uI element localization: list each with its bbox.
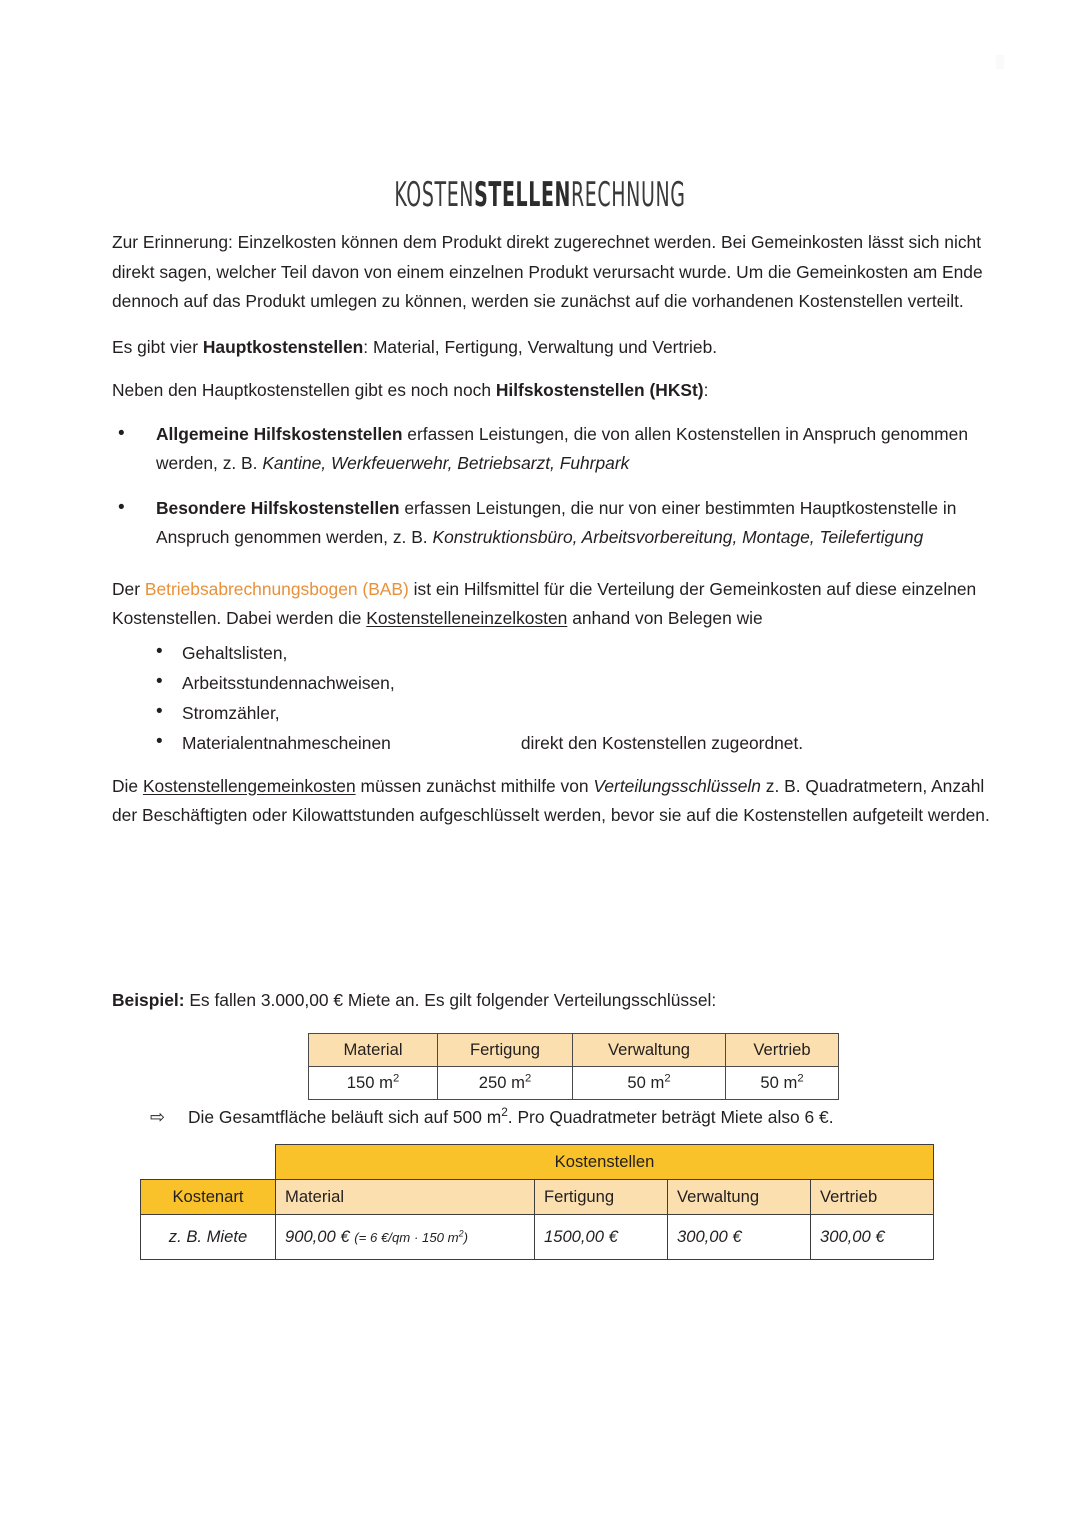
table-key-value-verwaltung [573,1067,726,1100]
belege-bullet-list [112,638,1012,758]
gemein-mid: müssen zunächst mithilfe von [355,775,594,796]
conclusion-text-a: Die Gesamtfläche beläuft sich auf 500 m [188,1107,502,1127]
calc-exponent: 2 [458,1228,464,1239]
list-item [112,698,1012,728]
value-unit: m [650,1073,665,1092]
bab-cell-verwaltung: 300,00 € [668,1215,811,1260]
gemein-post: z. B. Quadratmetern, Anzahl der Beschäftigten oder Kilowattstunden aufgeschlüsselt werden, bevor sie auf die Kostenstellen aufgeteilt werden. [112,775,990,825]
value-unit: m [511,1073,525,1092]
bab-cell-fertigung: 1500,00 € [535,1215,668,1260]
belege-item-materialentnahmescheinen: Materialentnahmescheinen [182,732,391,753]
belege-item-stromzaehler: Stromzähler, [182,702,280,723]
table-key-value-fertigung [438,1067,573,1100]
gemein-italic-term: Verteilungsschlüsseln [593,775,761,796]
bab-corner-blank [141,1145,276,1180]
paragraph-hauptkostenstellen [112,333,1012,363]
paragraph-gemeinkosten [112,772,1012,831]
belege-item-arbeitsstundennachweisen: Arbeitsstundennachweisen, [182,672,395,693]
value-number: 250 [478,1073,507,1092]
example-section [112,986,1012,1027]
bab-pre: Der [112,578,145,599]
value-unit-exponent: 2 [392,1072,400,1085]
bab-subheader-verwaltung: Verwaltung [668,1180,811,1215]
list-item [112,420,1012,479]
right-arrow-icon: ⇨ [150,1107,166,1127]
bullet-body-besondere: erfassen Leistungen, die nur von einer bestimmten Hauptkostenstelle in Anspruch genommen werden, z. B. [156,497,957,547]
table-row [141,1215,934,1260]
bab-subheader-material: Material [276,1180,535,1215]
conclusion-exponent: 2 [501,1105,508,1120]
gemein-underlined-term: Kostenstellengemeinkosten [142,775,356,796]
paragraph-intro-text: Zur Erinnerung: Einzelkosten können dem Produkt direkt zugerechnet werden. Bei Gemeinkosten lässt sich nicht direkt sagen, welcher Teil davon von einem einzelnen Produkt verursacht wurde. Um die Gemeinkosten am Ende dennoch auf das Produkt umlegen zu können, werden sie zunächst auf die vorhandenen Kostenstellen verteilt. [112,232,983,311]
bab-group-header-kostenstellen: Kostenstellen [276,1145,934,1180]
haupt-pre: Es gibt vier [112,336,203,357]
example-lead-label: Beispiel: [112,990,185,1010]
bullet-body-allgemeine: erfassen Leistungen, die von allen Kostenstellen in Anspruch genommen werden, z. B. [156,423,969,473]
table-row [141,1180,934,1215]
example-lead-text: Es fallen 3.000,00 € Miete an. Es gilt folgender Verteilungsschlüssel: [184,990,717,1010]
title-segment-kosten: KOSTEN [394,174,475,215]
value-unit-exponent: 2 [797,1072,804,1085]
list-item [112,638,1012,668]
hilfs-post: : [703,380,709,400]
haupt-post: : Material, Fertigung, Verwaltung und Vertrieb. [363,336,718,357]
list-item [112,494,1012,553]
hkst-bullet-list [112,420,1012,553]
value-unit-exponent: 2 [664,1072,671,1085]
bab-accent-term: Betriebsabrechnungsbogen (BAB) [144,578,409,599]
conclusion-line [150,1102,1010,1132]
bullet-lead-allgemeine: Allgemeine Hilfskostenstellen [156,423,403,444]
paragraph-hilfskostenstellen [112,376,1012,406]
corner-artifact [996,55,1004,69]
bab-post: anhand von Belegen wie [567,608,763,628]
title-segment-stellen: STELLEN [474,174,572,215]
bab-cell-vertrieb: 300,00 € [811,1215,934,1260]
table-key-header-material: Material [309,1034,438,1067]
value-unit: m [783,1073,798,1092]
table-row [141,1145,934,1180]
table-key-value-material [309,1067,438,1100]
bab-subheader-fertigung: Fertigung [535,1180,668,1215]
example-conclusion [150,1102,1010,1132]
value-number: 50 [760,1073,779,1092]
bullet-examples-besondere: Konstruktionsbüro, Arbeitsvorbereitung, Montage, Teilefertigung [432,527,924,547]
hilfs-pre: Neben den Hauptkostenstellen gibt es noch noch [112,380,496,400]
bab-material-calculation [354,1230,468,1245]
bab-subheader-vertrieb: Vertrieb [811,1180,934,1215]
bullet-lead-besondere: Besondere Hilfskostenstellen [156,497,400,518]
table-row [309,1067,839,1100]
value-unit-exponent: 2 [524,1072,532,1085]
value-number: 50 [627,1073,646,1092]
table-key-header-verwaltung: Verwaltung [573,1034,726,1067]
table-key-value-vertrieb [726,1067,839,1100]
document-body [112,228,1012,847]
paragraph-bab [112,575,1012,634]
table-row [309,1034,839,1067]
calc-text-b: ) [463,1229,469,1245]
conclusion-text-b: . Pro Quadratmeter beträgt Miete also 6 €. [507,1107,834,1127]
list-item [112,728,1012,758]
belege-trailing-note: direkt den Kostenstellen zugeordnet. [520,732,804,753]
bab-mid: ist ein Hilfsmittel für die Verteilung der Gemeinkosten auf diese einzelnen Kostenstellen. Dabei werden die [112,578,977,628]
haupt-bold-term: Hauptkostenstellen [202,336,364,357]
table-key-header-vertrieb: Vertrieb [726,1034,839,1067]
paragraph-intro [112,228,1012,317]
page-title [205,175,875,215]
belege-item-gehaltslisten: Gehaltslisten, [182,642,288,663]
hilfs-bold-term: Hilfskostenstellen (HKSt) [495,380,704,400]
calc-text-a: (= 6 €/qm · 150 m [354,1229,459,1245]
bab-table [140,1144,934,1260]
example-lead-line [112,986,1012,1015]
bab-row-label-miete: z. B. Miete [141,1215,276,1260]
verteilungsschluessel-table [308,1033,839,1100]
bullet-examples-allgemeine: Kantine, Werkfeuerwehr, Betriebsarzt, Fuhrpark [262,453,630,473]
list-item [112,668,1012,698]
title-segment-rechnung: RECHNUNG [571,174,686,215]
bab-cell-material [276,1215,535,1260]
bab-material-amount: 900,00 € [285,1226,350,1246]
bab-underlined-term: Kostenstelleneinzelkosten [366,608,568,628]
table-key-header-fertigung: Fertigung [438,1034,573,1067]
gemein-pre: Die [112,775,143,796]
value-number: 150 [346,1073,375,1092]
value-unit: m [379,1073,393,1092]
bab-header-kostenart: Kostenart [141,1180,276,1215]
